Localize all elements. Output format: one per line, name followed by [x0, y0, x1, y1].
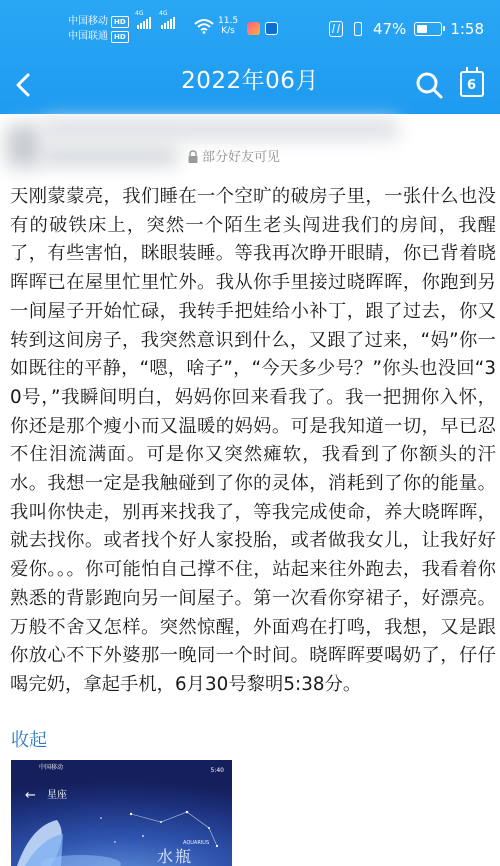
clock: 1:58: [450, 20, 484, 38]
carrier-name: 中国联通: [68, 31, 108, 42]
battery-icon: [414, 22, 442, 36]
status-bar: [0, 0, 500, 56]
thumbnail-title: 星座: [47, 790, 67, 801]
blurred-meta: [40, 146, 180, 166]
carrier-row: [68, 14, 138, 29]
lock-icon: [187, 150, 199, 164]
thumbnail-label-en: AQUARIUS: [183, 840, 210, 846]
thumbnail-clock: 5:40: [210, 767, 224, 774]
carrier-name: 中国移动: [68, 16, 108, 27]
hd-badge: HD: [111, 31, 129, 43]
calendar-icon: [460, 71, 484, 97]
thumbnail-label: 水瓶: [157, 847, 194, 866]
attached-image[interactable]: [11, 760, 232, 866]
calendar-day: 6: [466, 78, 477, 93]
signal-icon: [135, 10, 151, 29]
nfc-icon: [329, 21, 343, 37]
wifi-icon: [194, 18, 214, 34]
page-title: 2022年06月: [181, 68, 319, 94]
search-icon: [410, 66, 448, 104]
battery-percent: 47%: [372, 20, 407, 38]
visibility-label: 部分好友可见: [202, 150, 281, 165]
author-row: [0, 114, 500, 180]
hd-badge: HD: [111, 16, 129, 28]
thumbnail-carrier: 中国移动: [39, 764, 64, 771]
thumbnail-status-bar: [11, 760, 232, 780]
blurred-avatar: [6, 124, 42, 168]
app-header: [0, 0, 500, 114]
signal-indicators: [135, 10, 175, 29]
carrier-row: [68, 29, 138, 44]
net-speed: [218, 16, 238, 36]
signal-icon: [159, 10, 175, 29]
diary-text: 天刚蒙蒙亮，我们睡在一个空旷的破房子里，一张什么也没有的破铁床上，突然一个陌生老头闯进我们的房间，我醒了，有些害怕，眯眼装睡。等我再次睁开眼睛，你已背着晓晖晖已在屋里忙里忙外。我从你手里接过晓晖晖，你跑到另一间屋子开始忙碌，我转手把娃给小补丁，跟了过去，你又转到这间房子，我突然意识到什么，又跟了过来，“妈”你一如既往的平静，“嗯，啥子”，“今天多少号？”你头也没回“30号，”我瞬间明白，妈妈你回来看我了。我一把拥你入怀，你还是那个瘦小而又温暖的妈妈。可是我知道一切，早已忍不住泪流满面。可是你又突然瘫软，我看到了你额头的汗水。我想一定是我触碰到了你的灵体，消耗到了你的能量。我叫你快走，别再来找我了，等我完成使命，养大晓晖晖，就去找你。或者找个好人家投胎，或者做我女儿，让我好好爱你。。。你可能怕自己撑不住，站起来往外跑去，我看着你熟悉的背影跑向另一间屋子。第一次看你穿裙子，好漂亮。万般不舍又怎样。突然惊醒，外面鸡在打鸣，我想，又是跟你放心不下外婆那一晚同一个时间。晓晖晖要喝奶了，仔仔喝完奶，拿起手机，6月30号黎明5:38分。: [10, 186, 496, 695]
carrier-info: [68, 14, 138, 44]
net-speed-unit: K/s: [221, 26, 235, 36]
status-right: [329, 20, 484, 38]
notification-app-icon: [247, 22, 260, 35]
vibrate-icon: [351, 21, 365, 37]
arrow-left-icon: ←: [25, 788, 36, 803]
collapse-button[interactable]: 收起: [11, 730, 47, 751]
network-type: 4G: [135, 10, 144, 17]
constellation-illustration: [11, 806, 232, 866]
net-speed-value: 11.5: [218, 16, 239, 26]
title-bar: [0, 56, 500, 114]
search-button[interactable]: [410, 66, 448, 104]
calendar-button[interactable]: [456, 68, 490, 102]
thumbnail-app-bar: [11, 786, 232, 806]
blurred-author-name: [40, 118, 400, 140]
network-type: 4G: [159, 10, 168, 17]
notification-app-icon: [265, 22, 278, 35]
